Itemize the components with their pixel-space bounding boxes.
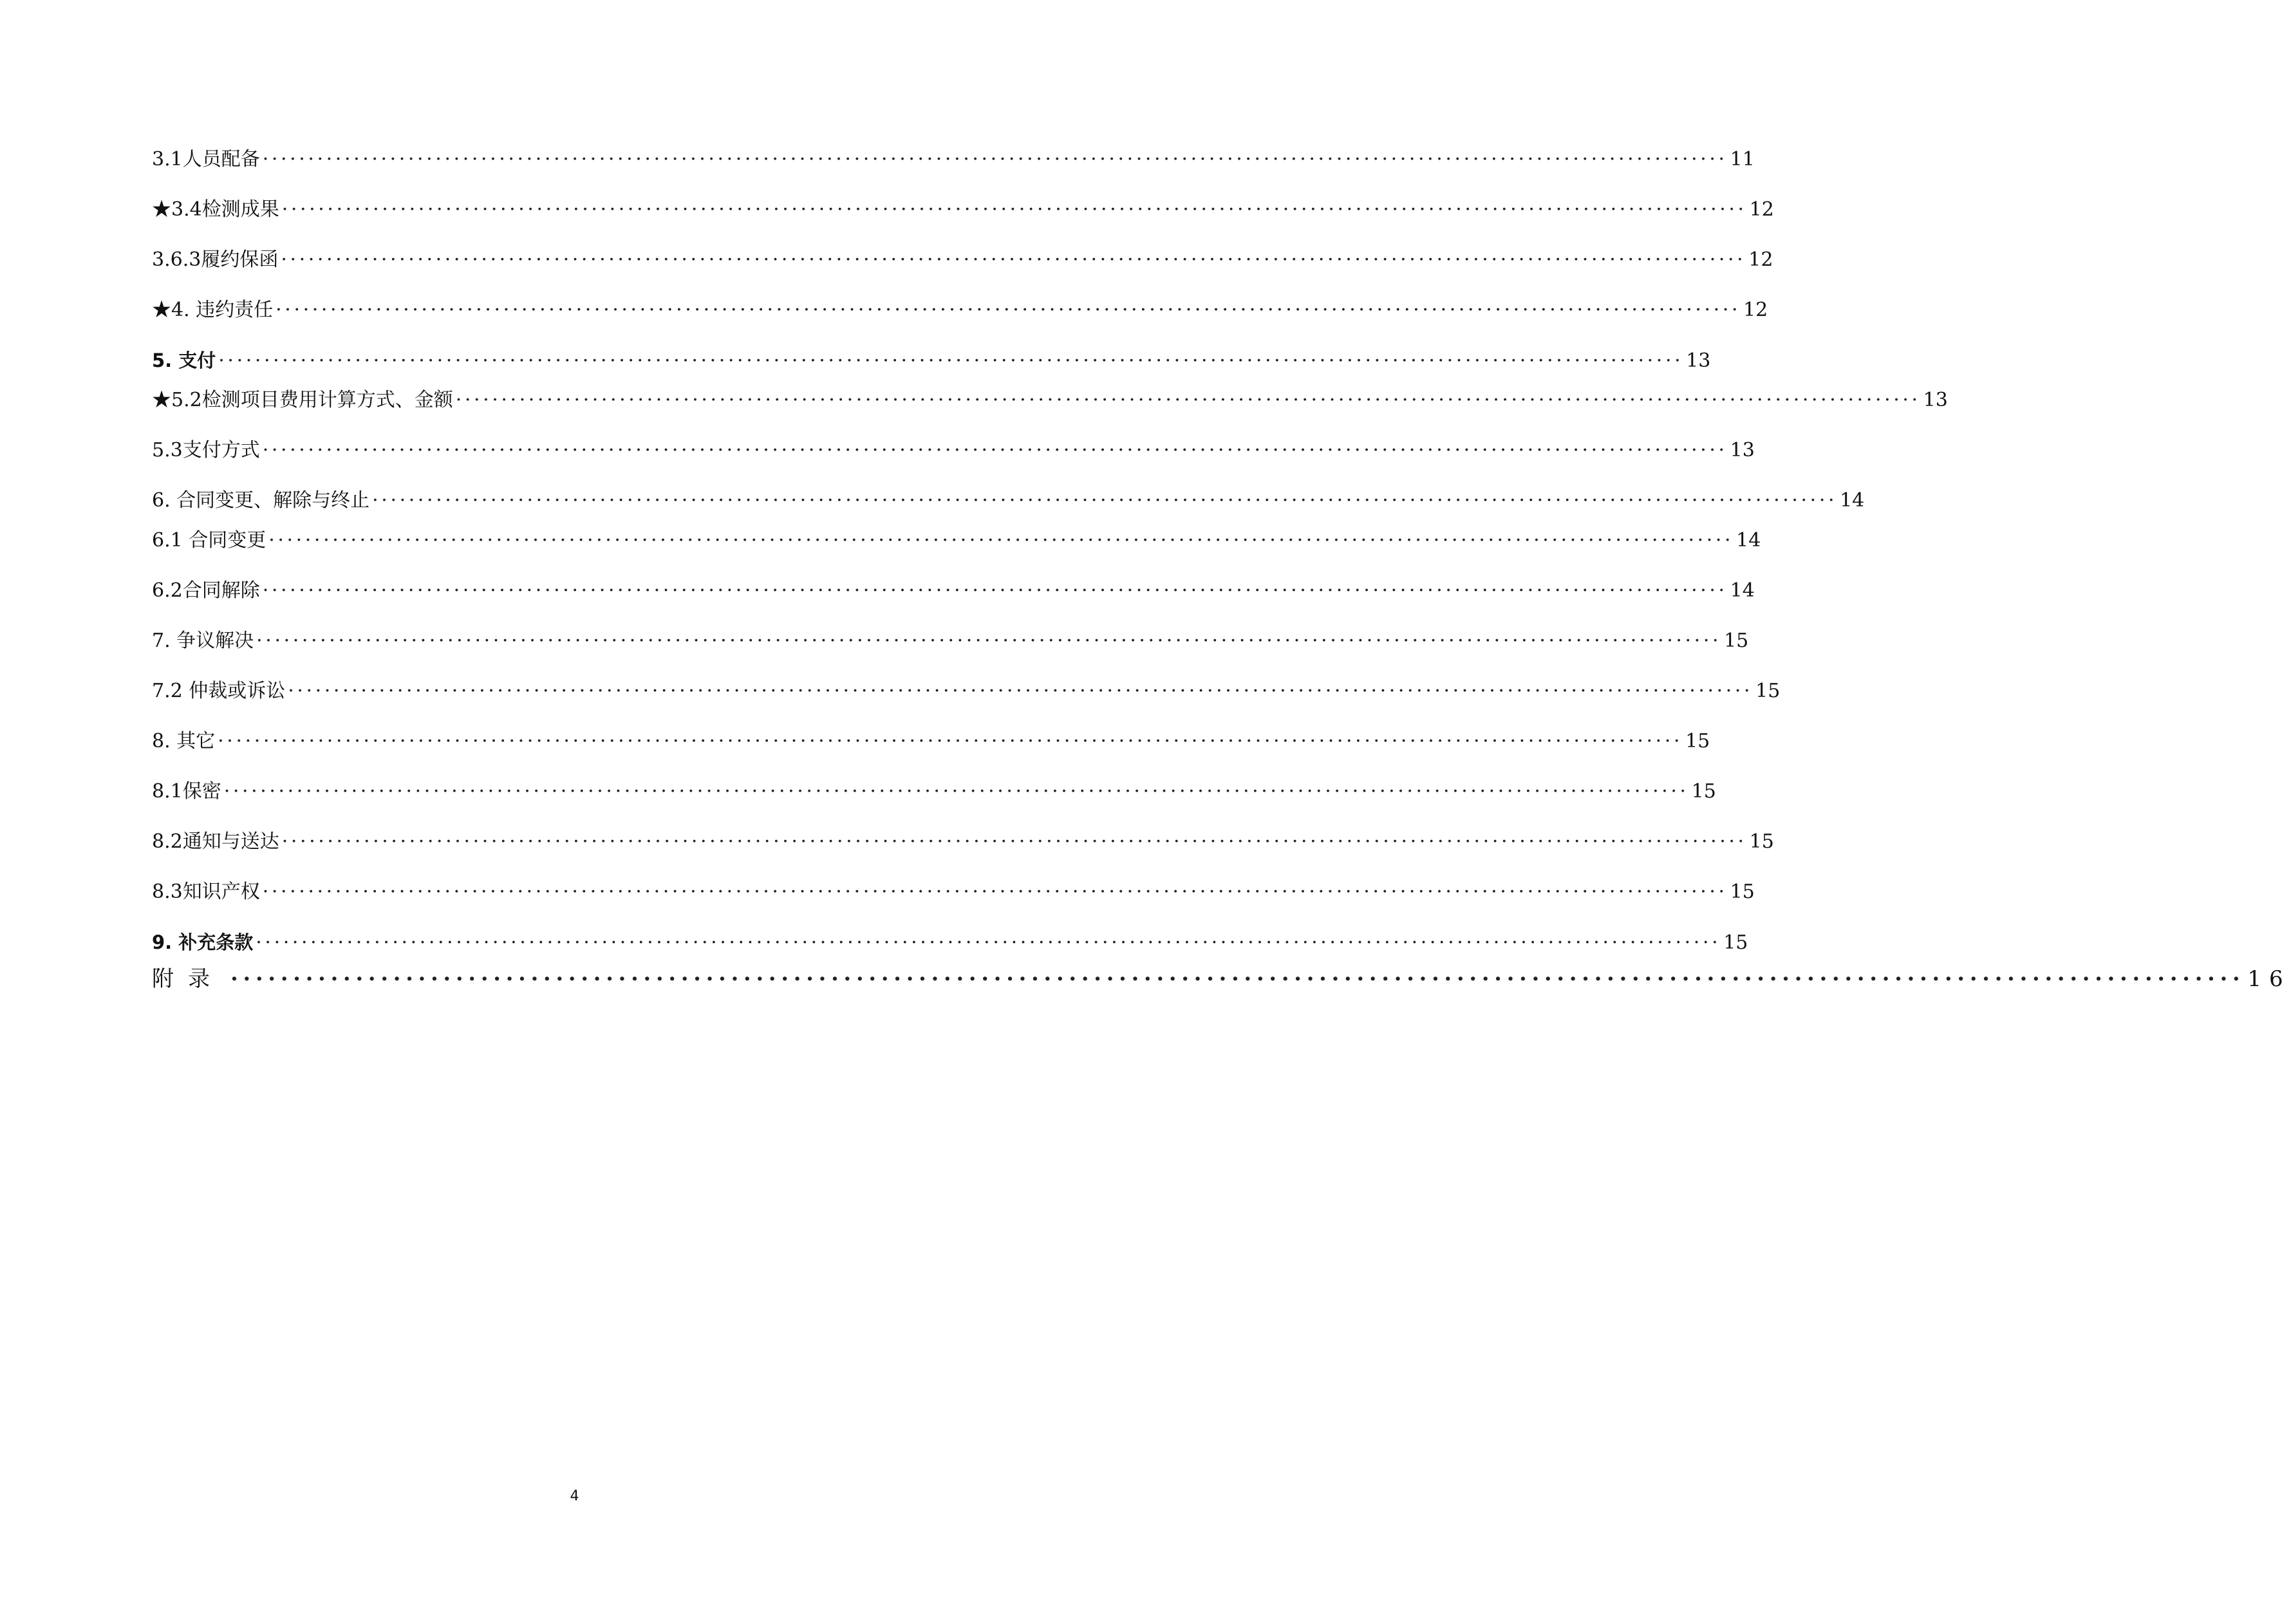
toc-entry-3-4[interactable] bbox=[152, 197, 1774, 223]
toc-entry-7[interactable] bbox=[152, 628, 1749, 654]
toc-entry-5-2[interactable] bbox=[152, 387, 1948, 413]
toc-entry-4[interactable] bbox=[152, 297, 1768, 323]
toc-entry-6-2[interactable] bbox=[152, 578, 1755, 604]
toc-page-number: 15 bbox=[1691, 780, 1716, 803]
toc-entry-8[interactable] bbox=[152, 729, 1710, 754]
toc-leader-dots: ································································································································································· bbox=[262, 439, 1728, 462]
toc-entry-label: ★3.4检测成果 bbox=[152, 198, 279, 221]
toc-page-number: 13 bbox=[1730, 439, 1755, 462]
toc-entry-9[interactable] bbox=[152, 929, 1748, 955]
toc-page-number: 14 bbox=[1736, 529, 1761, 552]
toc-entry-6[interactable] bbox=[152, 488, 1865, 514]
toc-leader-dots: ································································································································································· bbox=[218, 730, 1683, 752]
toc-leader-dots: ································································································································································· bbox=[276, 299, 1741, 321]
toc-page-number: 12 bbox=[1748, 248, 1773, 271]
toc-page-number: 15 bbox=[1723, 931, 1748, 954]
toc-entry-label: 8.1保密 bbox=[152, 780, 221, 803]
toc-entry-label: 8.2通知与送达 bbox=[152, 830, 279, 853]
toc-entry-label: 6.2合同解除 bbox=[152, 579, 260, 602]
toc-leader-dots: ································································································································································· bbox=[372, 489, 1838, 512]
toc-entry-8-3[interactable] bbox=[152, 879, 1755, 905]
toc-leader-dots: ································································································································································· bbox=[288, 680, 1753, 702]
toc-entry-3-6-3[interactable] bbox=[152, 247, 1773, 273]
toc-entry-label: 3.6.3履约保函 bbox=[152, 248, 279, 271]
toc-entry-7-2[interactable] bbox=[152, 678, 1781, 704]
toc-leader-dots: ································································································································································· bbox=[268, 529, 1734, 552]
toc-leader-dots: ································································································································································· bbox=[256, 630, 1722, 652]
toc-entry-label: 5.3支付方式 bbox=[152, 439, 260, 462]
toc-entry-label: 9. 补充条款 bbox=[152, 931, 254, 953]
toc-page-number: 15 bbox=[1685, 730, 1710, 752]
toc-leader-dots: ································································································································································· bbox=[262, 881, 1728, 903]
toc-entry-label: 6.1 合同变更 bbox=[152, 529, 267, 552]
toc-leader-dots: ································································································································································· bbox=[218, 350, 1684, 372]
toc-entry-label: 5. 支付 bbox=[152, 350, 216, 371]
toc-page-number: 15 bbox=[1755, 680, 1781, 702]
toc-leader-dots: ································································································································································· bbox=[262, 148, 1728, 171]
toc-page-number: 16 bbox=[2247, 966, 2291, 992]
toc-entry-6-1[interactable] bbox=[152, 528, 1761, 554]
toc-entry-label: ★5.2检测项目费用计算方式、金额 bbox=[152, 389, 453, 411]
toc-entry-label: 6. 合同变更、解除与终止 bbox=[152, 489, 370, 512]
toc-entry-5[interactable] bbox=[152, 348, 1711, 373]
toc-page-number: 14 bbox=[1730, 579, 1755, 602]
page-number: 4 bbox=[570, 1488, 579, 1504]
toc-page-number: 13 bbox=[1686, 350, 1711, 372]
toc-entry-label: 7.2 仲裁或诉讼 bbox=[152, 680, 286, 702]
toc-leader-dots: ································································································································································· bbox=[223, 780, 1689, 803]
toc-entry-8-1[interactable] bbox=[152, 779, 1716, 805]
toc-page-number: 12 bbox=[1743, 299, 1768, 321]
toc-entry-3-1[interactable] bbox=[152, 147, 1755, 173]
toc-entry-label: 3.1人员配备 bbox=[152, 148, 260, 171]
toc-entry-label: 附录 bbox=[152, 966, 224, 992]
toc-entry-8-2[interactable] bbox=[152, 829, 1774, 855]
toc-page-number: 15 bbox=[1730, 881, 1755, 903]
toc-entry-appendix[interactable] bbox=[152, 964, 2291, 994]
toc-leader-dots: ································································································································································· bbox=[230, 966, 2245, 992]
toc-entry-5-3[interactable] bbox=[152, 438, 1755, 463]
toc-entry-label: 8.3知识产权 bbox=[152, 881, 260, 903]
toc-entry-label: ★4. 违约责任 bbox=[152, 299, 274, 321]
toc-leader-dots: ································································································································································· bbox=[281, 830, 1747, 853]
toc-entry-label: 7. 争议解决 bbox=[152, 630, 254, 652]
toc-leader-dots: ································································································································································· bbox=[455, 389, 1921, 411]
toc-page-number: 12 bbox=[1749, 198, 1774, 221]
toc-page-number: 14 bbox=[1840, 489, 1865, 512]
toc-leader-dots: ································································································································································· bbox=[262, 579, 1728, 602]
toc-entry-label: 8. 其它 bbox=[152, 730, 216, 752]
toc-page-number: 11 bbox=[1730, 148, 1755, 171]
toc-page-number: 15 bbox=[1724, 630, 1749, 652]
toc-page-number: 15 bbox=[1749, 830, 1774, 853]
toc-page-number: 13 bbox=[1923, 389, 1948, 411]
toc-leader-dots: ································································································································································· bbox=[256, 931, 1721, 954]
toc-leader-dots: ································································································································································· bbox=[281, 248, 1746, 271]
toc-leader-dots: ································································································································································· bbox=[281, 198, 1747, 221]
